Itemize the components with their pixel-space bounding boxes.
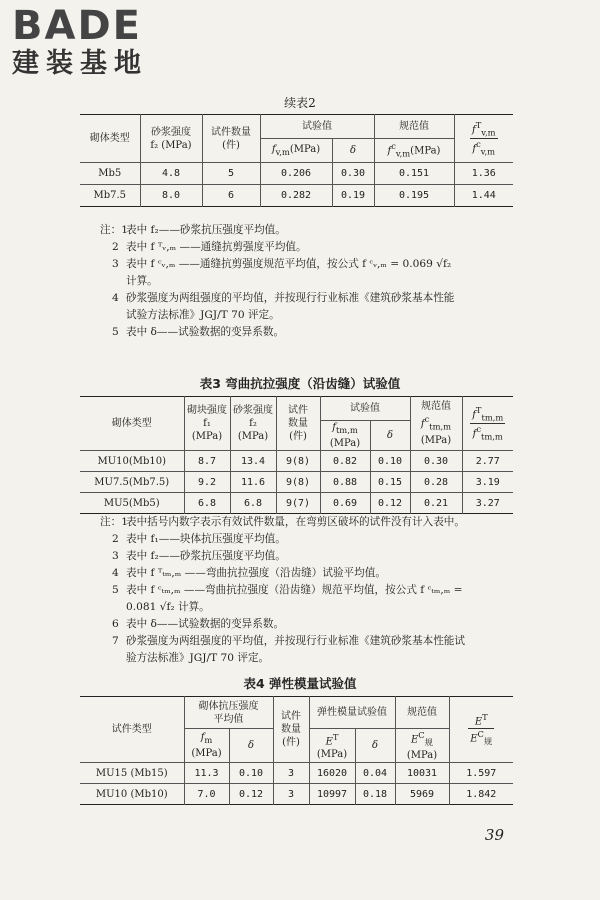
note-item: 试验方法标准》JGJ/T 70 评定。 [126,309,280,321]
table-cell: 8.7 [184,451,230,472]
table2-header-mortar: 砂浆强度 f₂ (MPa) [140,115,202,163]
note-item: 5 表中 f ᶜₜₘ,ₘ ——弯曲抗拉强度（沿齿缝）规范平均值，按公式 f ᶜₜₘ,ₘ = [112,584,463,596]
table2-header-test-f: $f_{v,m}(MPa)$ [260,139,332,163]
table3-header-code: 规范值 $f^c_{tm,m}$ (MPa) [410,397,462,451]
table2-header-code: 规范值 [374,115,454,139]
note-item: 2 表中 f₁——块体抗压强度平均值。 [112,533,286,545]
brand-logo [12,4,182,80]
table-cell: 6.8 [230,493,276,514]
logo-text-en: BADE [12,3,142,49]
note-item: 注：1 表中 f₂——砂浆抗压强度平均值。 [100,224,286,236]
table-cell: 0.21 [410,493,462,514]
table-cell: 7.0 [184,784,229,805]
table4-header-ratio: $\frac{E^T}{E^C_规}$ [449,697,513,763]
table-cell: 0.88 [320,472,370,493]
table-cell: 1.44 [454,185,513,207]
table-cell: MU5(Mb5) [80,493,184,514]
table-cell: MU7.5(Mb7.5) [80,472,184,493]
table3-header-test: 试验值 [320,397,410,421]
table4-header-type: 试件类型 [80,697,184,763]
table2-header-type: 砌体类型 [80,115,140,163]
table-cell: 0.15 [370,472,410,493]
table-cell: MU15 (Mb15) [80,763,184,784]
table4-header-count: 试件 数量 (件) [273,697,309,763]
table2-header-code-f: $f^c_{v,m}(MPa)$ [374,139,454,163]
table3-header-test-delta: δ [370,421,410,451]
table4-header-fm: $f_m$ (MPa) [184,729,229,763]
table-cell: 0.12 [229,784,273,805]
table3-header-type: 砌体类型 [80,397,184,451]
table-cell: Mb7.5 [80,185,140,207]
table-cell: 9.2 [184,472,230,493]
table-cell: 6 [202,185,260,207]
table4-header-test: 弹性模量试验值 [309,697,395,729]
table-cell: 0.04 [355,763,395,784]
table3-caption: 表3 弯曲抗拉强度（沿齿缝）试验值 [199,376,401,391]
table-row [80,163,513,185]
table-cell: 0.195 [374,185,454,207]
table3-header-ratio: $\frac{f^T_{tm,m}}{f^c_{tm,m}}$ [462,397,513,451]
table4-header-test-delta: δ [355,729,395,763]
table-cell: 9(8) [276,451,320,472]
logo-text-cn: 建装基地 [12,48,148,79]
table2-header-count: 试件数量 (件) [202,115,260,163]
table3-notes [100,514,465,667]
table-row [80,763,513,784]
table-cell: 11.6 [230,472,276,493]
table-row [80,185,513,207]
table-cell: MU10 (Mb10) [80,784,184,805]
table2-header-test-delta: δ [332,139,374,163]
table-cell: 0.82 [320,451,370,472]
table-cell: 6.8 [184,493,230,514]
table-cell: 10031 [395,763,449,784]
table3-header-block: 砌块强度 f₁ (MPa) [184,397,230,451]
table-cell: 3 [273,784,309,805]
table-cell: 0.282 [260,185,332,207]
table3-header-count: 试件 数量 (件) [276,397,320,451]
table4-header-delta: δ [229,729,273,763]
table-cell: 1.597 [449,763,513,784]
table-cell: 0.18 [355,784,395,805]
table4-header-code: 规范值 [395,697,449,729]
table2-header-test: 试验值 [260,115,374,139]
table-cell: 5 [202,163,260,185]
table4 [80,696,513,805]
note-item: 3 表中 f ᶜᵥ,ₘ ——通缝抗剪强度规范平均值，按公式 f ᶜᵥ,ₘ = 0.069 √f₂ [112,258,452,270]
table-cell: 3.19 [462,472,513,493]
table-cell: 5969 [395,784,449,805]
note-item: 验方法标准》JGJ/T 70 评定。 [126,652,270,664]
note-item: 0.081 √f₂ 计算。 [126,601,210,613]
note-item: 3 表中 f₂——砂浆抗压强度平均值。 [112,550,286,562]
note-item: 4 表中 f ᵀₜₘ,ₘ ——弯曲抗拉强度（沿齿缝）试验平均值。 [112,567,386,579]
table-cell: 8.0 [140,185,202,207]
table-cell: 4.8 [140,163,202,185]
table2 [80,114,513,207]
table-cell: 3 [273,763,309,784]
table-cell: 0.28 [410,472,462,493]
table2-header-ratio: $\frac{f^T_{v,m}}{f^c_{v,m}}$ [454,115,513,163]
table4-caption: 表4 弹性模量试验值 [243,676,357,691]
table-cell: 0.69 [320,493,370,514]
table-cell: 13.4 [230,451,276,472]
note-item: 注：1 表中括号内数字表示有效试件数量，在弯剪区破坏的试件没有计入表中。 [100,516,465,528]
table-cell: 11.3 [184,763,229,784]
table-row [80,451,513,472]
table2-notes [100,222,454,341]
table-cell: 0.30 [332,163,374,185]
table-cell: 0.206 [260,163,332,185]
table4-header-avg: 砌体抗压强度 平均值 [184,697,273,729]
table-cell: 0.10 [370,451,410,472]
table3 [80,396,513,514]
table-cell: 0.30 [410,451,462,472]
table3-header-mortar: 砂浆强度 f₂ (MPa) [230,397,276,451]
table-cell: 10997 [309,784,355,805]
table-cell: 0.19 [332,185,374,207]
table-cell: MU10(Mb10) [80,451,184,472]
table-row [80,472,513,493]
note-item: 7 砂浆强度为两组强度的平均值，并按现行行业标准《建筑砂浆基本性能试 [112,635,465,647]
table-cell: 1.36 [454,163,513,185]
note-item: 计算。 [126,275,158,287]
table2-caption: 续表2 [284,96,316,110]
table-cell: 2.77 [462,451,513,472]
table-cell: 9(8) [276,472,320,493]
table-cell: 1.842 [449,784,513,805]
table4-header-test-e: $E^T$ (MPa) [309,729,355,763]
table-cell: 0.10 [229,763,273,784]
note-item: 6 表中 δ——试验数据的变异系数。 [112,618,285,630]
table-cell: Mb5 [80,163,140,185]
table-cell: 16020 [309,763,355,784]
table-cell: 3.27 [462,493,513,514]
table3-header-test-f: $f_{tm,m}$ (MPa) [320,421,370,451]
table-row [80,493,513,514]
table-cell: 0.151 [374,163,454,185]
note-item: 2 表中 f ᵀᵥ,ₘ ——通缝抗剪强度平均值。 [112,241,307,253]
note-item: 4 砂浆强度为两组强度的平均值，并按现行行业标准《建筑砂浆基本性能 [112,292,455,304]
table-cell: 0.12 [370,493,410,514]
table-row [80,784,513,805]
page-number: 39 [484,826,504,844]
table-cell: 9(7) [276,493,320,514]
table4-header-code-e: $E^C_规$ (MPa) [395,729,449,763]
note-item: 5 表中 δ——试验数据的变异系数。 [112,326,285,338]
